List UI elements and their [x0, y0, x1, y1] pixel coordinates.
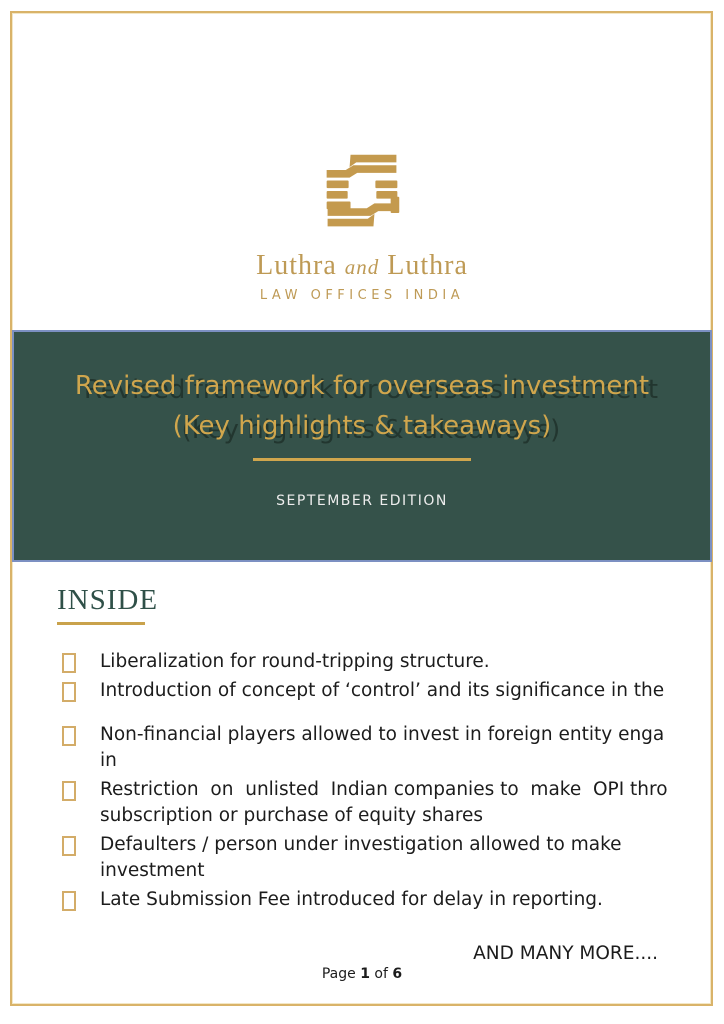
list-item-line: Liberalization for round-tripping structure.	[100, 651, 490, 672]
missing-glyph-box-icon	[62, 682, 76, 702]
firm-name-first: Luthra	[256, 250, 337, 281]
list-item-text	[100, 832, 712, 884]
firm-name-last: Luthra	[387, 250, 468, 281]
page-footer	[0, 966, 724, 982]
missing-glyph-box-icon	[62, 726, 76, 746]
list-item-text	[100, 649, 712, 675]
document-title	[22, 366, 702, 446]
list-item-text	[100, 777, 712, 829]
logo-block	[0, 150, 724, 303]
firm-tagline: LAW OFFICES INDIA	[259, 288, 465, 303]
missing-glyph-box-icon	[62, 836, 76, 856]
document-title-line2: (Key highlights & takeaways)	[172, 411, 552, 441]
missing-glyph-box-icon	[62, 653, 76, 673]
list-item	[57, 887, 712, 913]
title-banner	[12, 330, 712, 562]
and-many-more-label: AND MANY MORE....	[473, 943, 658, 964]
list-item-line: investment	[100, 860, 205, 881]
list-item-line: Late Submission Fee introduced for delay in reporting.	[100, 889, 603, 910]
list-item	[57, 722, 712, 774]
list-item-line: Introduction of concept of ‘control’ and its significance in the	[100, 680, 665, 701]
list-item-line: Non-financial players allowed to invest in foreign entity enga	[100, 724, 665, 745]
inside-heading: INSIDE	[57, 584, 159, 616]
inside-heading-underline	[57, 622, 145, 625]
page-total-number: 6	[392, 966, 403, 982]
list-item	[57, 678, 712, 704]
page-current-number: 1	[360, 966, 370, 982]
list-item-line: in	[100, 750, 117, 771]
page-label: Page	[321, 966, 356, 982]
list-item	[57, 832, 712, 884]
page-of-label: of	[374, 966, 388, 982]
missing-glyph-box-icon	[62, 781, 76, 801]
list-item-line: Restriction on unlisted Indian companies to make OPI thro	[100, 779, 668, 800]
list-item-text	[100, 678, 712, 704]
document-title-line1: Revised framework for overseas investment	[74, 371, 650, 401]
inside-bullet-list	[57, 649, 712, 913]
firm-name-and: and	[344, 255, 380, 279]
inside-section	[57, 584, 712, 964]
list-item	[57, 777, 712, 829]
missing-glyph-box-icon	[62, 891, 76, 911]
list-item-line: Defaulters / person under investigation allowed to make	[100, 834, 622, 855]
luthra-bars-monogram-icon	[319, 150, 405, 232]
firm-name	[0, 250, 724, 282]
list-item-text	[100, 887, 712, 913]
title-underline	[253, 458, 471, 461]
list-item-text	[100, 722, 712, 774]
list-item-line: subscription or purchase of equity shares	[100, 805, 484, 826]
edition-label: SEPTEMBER EDITION	[276, 493, 448, 509]
list-item	[57, 649, 712, 675]
